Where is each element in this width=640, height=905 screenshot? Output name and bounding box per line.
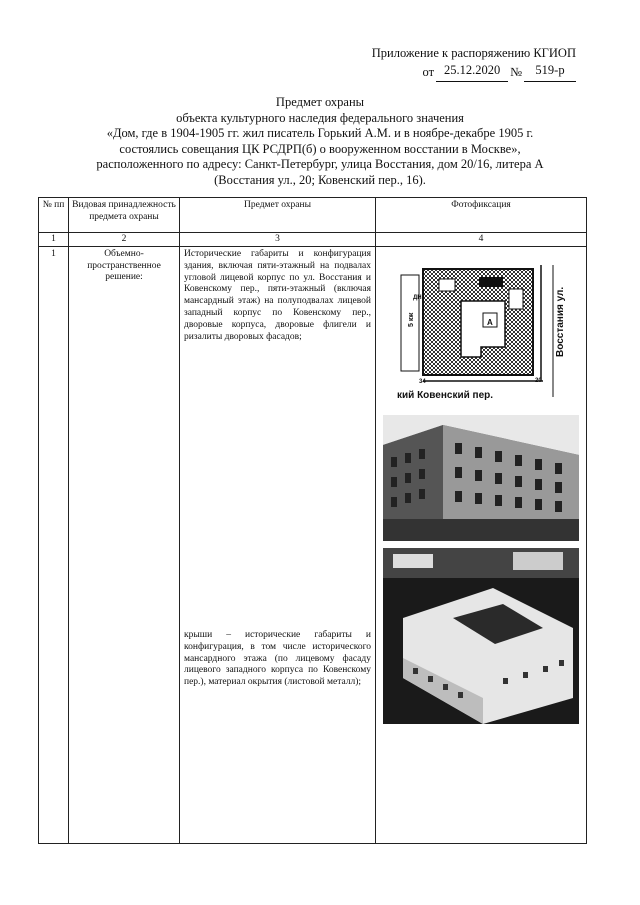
document-title [60, 95, 580, 188]
document-header [372, 44, 576, 82]
number-label: № [510, 65, 522, 79]
row-number: 1 [39, 247, 69, 844]
title-line-4: состоялись совещания ЦК РСДРП(б) о вооруженном восстании в Москве», [119, 141, 521, 156]
row-subject [180, 247, 376, 844]
aerial-photo [383, 548, 579, 724]
plan-label-4kzh: 4 кж [484, 280, 499, 287]
plan-label-20: 20 [535, 378, 542, 384]
attachment-note: Приложение к распоряжению КГИОП [371, 46, 576, 60]
plan-street-bottom: кий Ковенский пер. [397, 390, 494, 401]
col-number-4: 4 [376, 233, 587, 247]
order-date: 25.12.2020 [436, 63, 508, 82]
title-line-6: (Восстания ул., 20; Ковенский пер., 16). [214, 172, 426, 187]
protection-subject-table [38, 197, 587, 844]
subject-text-1: Исторические габариты и конфигурация здания, включая пяти-этажный на подвалах угловой лицевой корпус по ул. Восстания и Ковенскому пер., пяти-этажный (включая мансардный этаж) на полуподвалах лицевой западный корпус по Ковенскому пер., дворовые корпуса, дворовые флигели и ризалиты дворовых фасадов; [184, 249, 371, 342]
row-type: Объемно-пространственное решение: [69, 247, 180, 844]
order-number: 519-р [524, 63, 576, 82]
table-numbering-row [39, 233, 587, 247]
header-photo: Фотофиксация [376, 198, 587, 233]
from-label: от [422, 65, 435, 79]
row-photos [376, 247, 587, 844]
plan-label-5kzh: 5 кж [408, 312, 415, 327]
subject-text-2: крыши – исторические габариты и конфигурация, в том числе исторического мансардного этажа (по лицевому фасаду лицевого западного корпуса по Ковенскому пер.), материал окрытия (листовой металл); [184, 630, 371, 688]
plan-street-right: Восстания ул. [555, 286, 566, 357]
title-line-1: Предмет охраны [275, 95, 365, 109]
plan-label-a: А [487, 318, 493, 327]
order-line [372, 63, 576, 82]
plan-label-34: 34 [419, 379, 426, 385]
table-row [39, 247, 587, 844]
title-line-5: расположенного по адресу: Санкт-Петербург, улица Восстания, дом 20/16, литера А [96, 157, 544, 171]
title-line-3: «Дом, где в 1904-1905 гг. жил писатель Горький А.М. и в ноябре-декабре 1905 г. [106, 126, 534, 140]
title-line-2: объекта культурного наследия федерального значения [176, 110, 464, 125]
header-type: Видовая принадлежность предмета охраны [69, 198, 180, 233]
header-subject: Предмет охраны [180, 198, 376, 233]
table-header-row [39, 198, 587, 233]
street-photo [383, 415, 579, 541]
plan-label-dn: ДН [413, 295, 422, 301]
header-number: № пп [39, 198, 69, 233]
col-number-2: 2 [69, 233, 180, 247]
col-number-3: 3 [180, 233, 376, 247]
site-plan-image [383, 257, 579, 404]
col-number-1: 1 [39, 233, 69, 247]
